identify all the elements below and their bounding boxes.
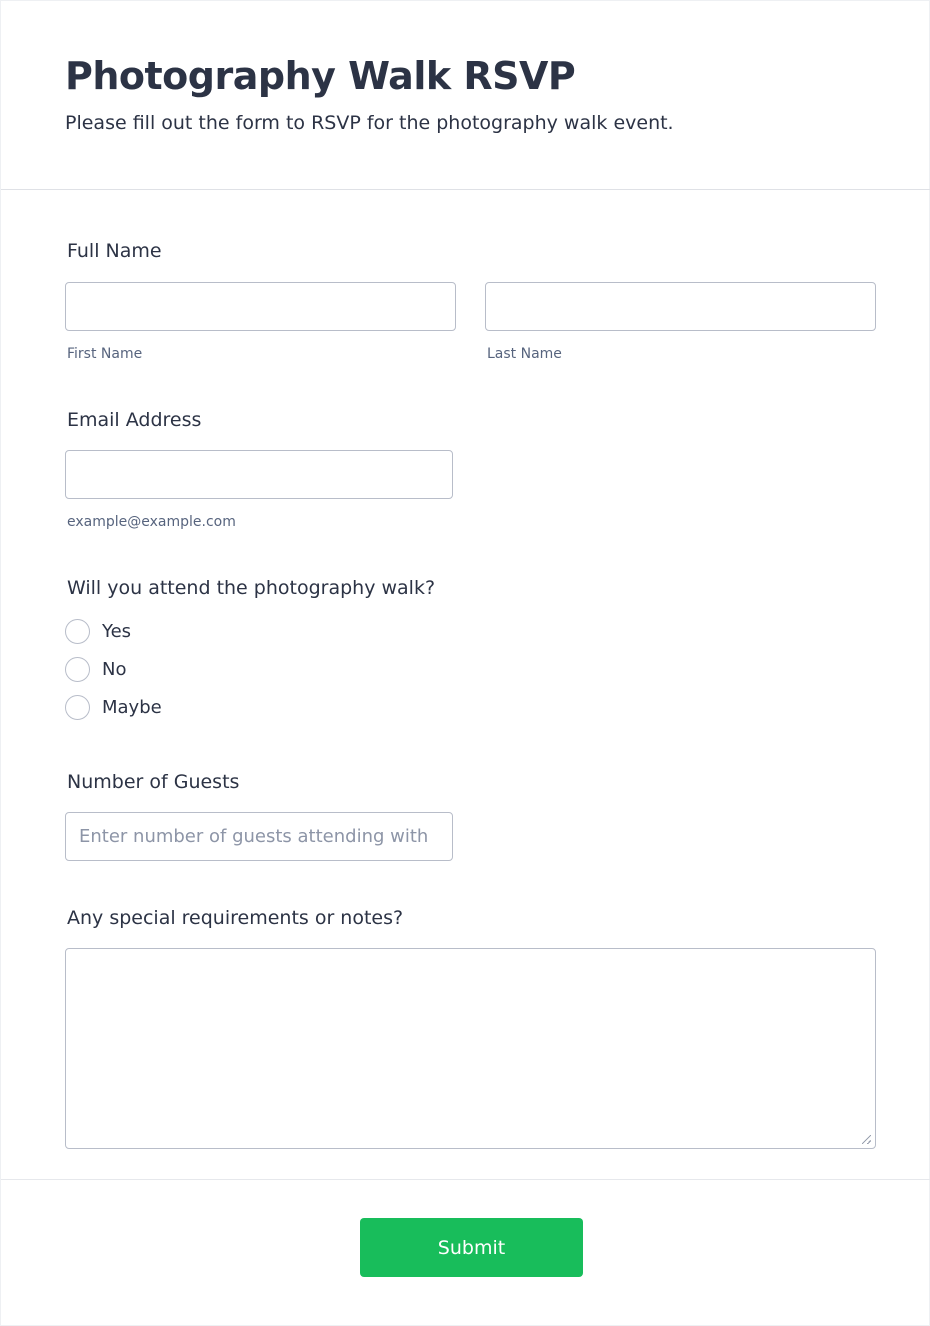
last-name-input[interactable] [485, 282, 876, 331]
last-name-sublabel: Last Name [487, 346, 562, 362]
email-label: Email Address [67, 409, 202, 431]
footer-divider [1, 1179, 930, 1180]
guests-input[interactable] [65, 812, 453, 861]
full-name-label: Full Name [67, 240, 162, 262]
radio-button[interactable] [65, 657, 90, 682]
email-sublabel: example@example.com [67, 514, 236, 530]
first-name-input[interactable] [65, 282, 456, 331]
first-name-sublabel: First Name [67, 346, 143, 362]
notes-label: Any special requirements or notes? [67, 907, 404, 929]
radio-label: Yes [102, 620, 132, 642]
form-header [1, 1, 930, 190]
radio-button[interactable] [65, 695, 90, 720]
resize-grip-icon[interactable] [862, 1135, 871, 1144]
guests-label: Number of Guests [67, 771, 240, 793]
radio-button[interactable] [65, 619, 90, 644]
page-subtitle: Please fill out the form to RSVP for the photography walk event. [65, 112, 674, 134]
attendance-question: Will you attend the photography walk? [67, 577, 436, 599]
page-title: Photography Walk RSVP [65, 54, 576, 98]
radio-label: Maybe [102, 696, 162, 718]
attendance-option-maybe[interactable] [65, 694, 162, 720]
attendance-option-no[interactable] [65, 656, 126, 682]
submit-button[interactable]: Submit [360, 1218, 583, 1277]
radio-label: No [102, 658, 127, 680]
attendance-option-yes[interactable] [65, 618, 131, 644]
notes-textarea[interactable] [65, 948, 876, 1149]
email-input[interactable] [65, 450, 453, 499]
